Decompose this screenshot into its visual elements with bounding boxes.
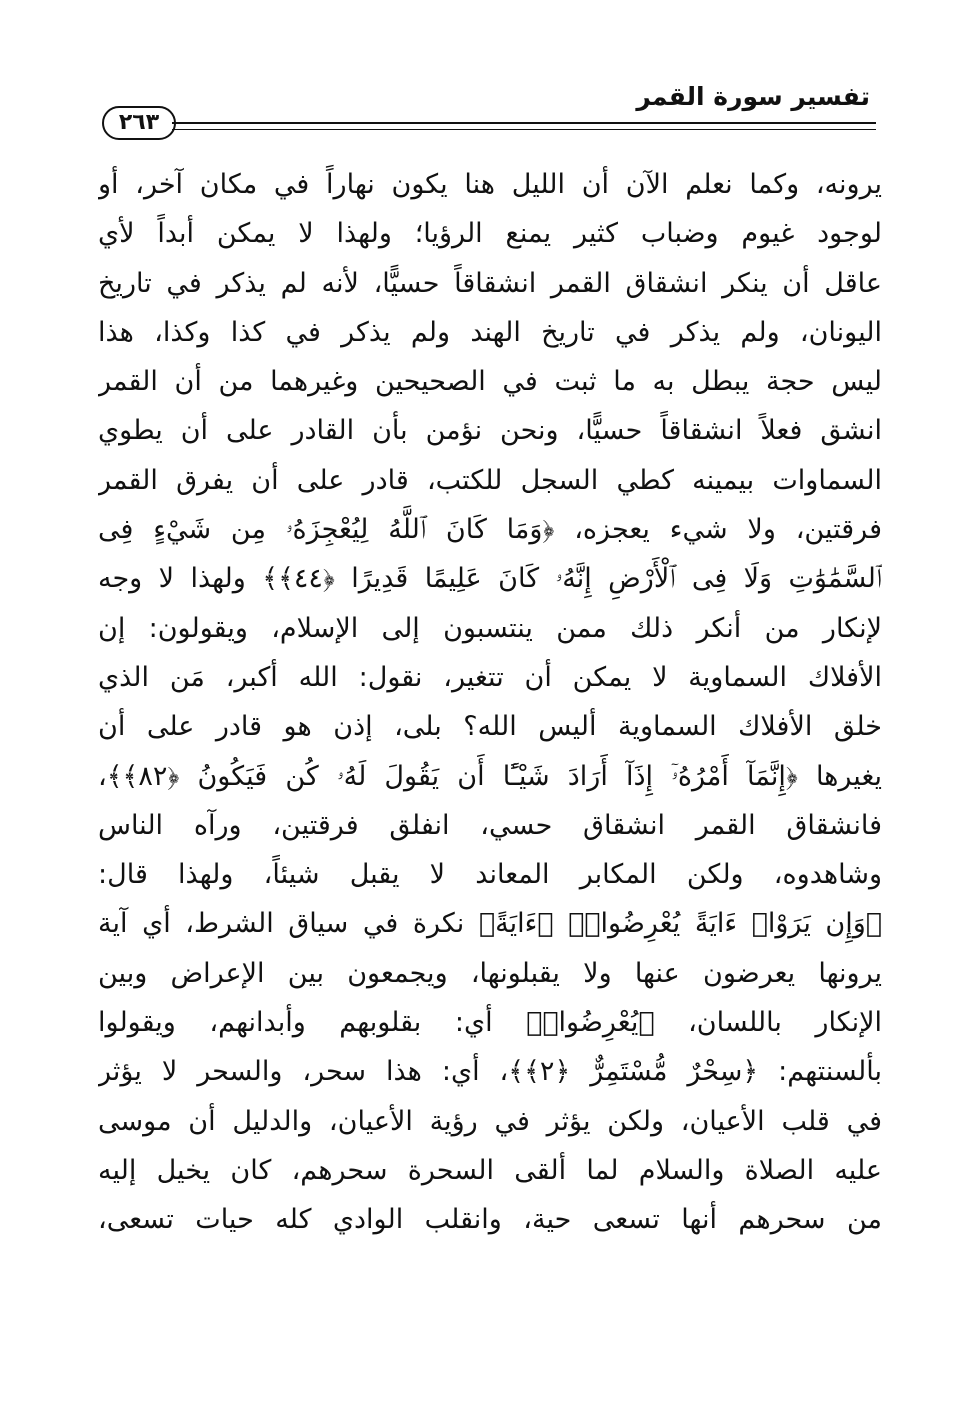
text-line-quran: فرقتين، ولا شيء يعجزه، ﴿وَمَا كَانَ ٱللَّهُ لِيُعْجِزَهُۥ مِن شَيْءٍ فِى xyxy=(98,514,882,546)
text-line: لإنكار من أنكر ذلك ممن ينتسبون إلى الإسلام، ويقولون: إن xyxy=(98,612,882,644)
text-line: السماوات بيمينه كطي السجل للكتب، قادر على أن يفرق القمر xyxy=(98,464,882,496)
text-line: انشق فعلاً انشقاقاً حسيًّا، ونحن نؤمن بأن القادر على أن يطوي xyxy=(98,415,882,447)
text-line: ليس حجة يبطل به ما ثبت في الصحيحين وغيرهما من أن القمر xyxy=(98,366,882,398)
text-line: فانشقاق القمر انشقاق حسي، انفلق فرقتين، ورآه الناس xyxy=(98,809,882,841)
text-line: خلق الأفلاك السماوية أليس الله؟ بلى، إذن هو قادر على أن xyxy=(98,711,882,743)
text-line: اليونان، ولم يذكر في تاريخ الهند ولم يذكر في كذا وكذا، هذا xyxy=(98,316,882,348)
page-header xyxy=(102,78,876,144)
text-line: عاقل أن ينكر انشقاق القمر انشقاقاً حسيًّا، لأنه لم يذكر في تاريخ xyxy=(98,267,882,299)
text-line-quran: ٱلسَّمَٰوَٰتِ وَلَا فِى ٱلْأَرْضِ إِنَّهُۥ كَانَ عَلِيمًا قَدِيرًا ﴿٤٤﴾﴾ ولهذا لا وجه xyxy=(98,563,882,595)
running-title: تفسير سورة القمر xyxy=(636,82,870,111)
text-line-quran: ﴿وَإِن يَرَوْا۟ ءَايَةً يُعْرِضُوا۟﴾ ﴿ءَايَةً﴾ نكرة في سياق الشرط، أي آية xyxy=(98,908,882,940)
text-line-quran: الإنكار باللسان، ﴿يُعْرِضُوا۟﴾ أي: بقلوبهم وأبدانهم، ويقولوا xyxy=(98,1007,882,1039)
header-rule-thick xyxy=(172,122,876,124)
text-line: يرونها يعرضون عنها ولا يقبلونها، ويجمعون بين الإعراض وبين xyxy=(98,957,882,989)
text-line: من سحرهم أنها تسعى حية، وانقلب الوادي كله حيات تسعى، xyxy=(98,1204,882,1236)
text-line: عليه الصلاة والسلام لما ألقى السحرة سحرهم، كان يخيل إليه xyxy=(98,1154,882,1186)
text-line: وشاهدوه، ولكن المكابر المعاند لا يقبل شيئاً، ولهذا قال: xyxy=(98,859,882,891)
body-text xyxy=(98,160,882,1245)
page-number-frame xyxy=(102,106,176,140)
header-rule-thin xyxy=(172,129,876,130)
text-line: يرونه، وكما نعلم الآن أن الليل هنا يكون نهاراً في مكان آخر، أو xyxy=(98,169,882,200)
page-number: ٢٦٣ xyxy=(118,110,160,135)
text-line: لوجود غيوم وضباب كثير يمنع الرؤيا؛ ولهذا لا يمكن أبداً لأي xyxy=(98,218,882,250)
text-line: الأفلاك السماوية لا يمكن أن تتغير، نقول: الله أكبر، مَن الذي xyxy=(98,661,882,693)
text-line-quran: يغيرها ﴿إِنَّمَآ أَمْرُهُۥٓ إِذَآ أَرَادَ شَيْـًٔا أَن يَقُولَ لَهُۥ كُن فَيَكُونُ ﴿٨٢﴾﴾، xyxy=(98,760,882,792)
text-line-quran: بألسنتهم: ﴿سِحْرٌ مُّسْتَمِرٌّ ﴿٢﴾﴾، أي: هذا سحر، والسحر لا يؤثر xyxy=(98,1056,882,1088)
text-line: في قلب الأعيان، ولكن يؤثر في رؤية الأعيان، والدليل أن موسى xyxy=(98,1105,882,1137)
